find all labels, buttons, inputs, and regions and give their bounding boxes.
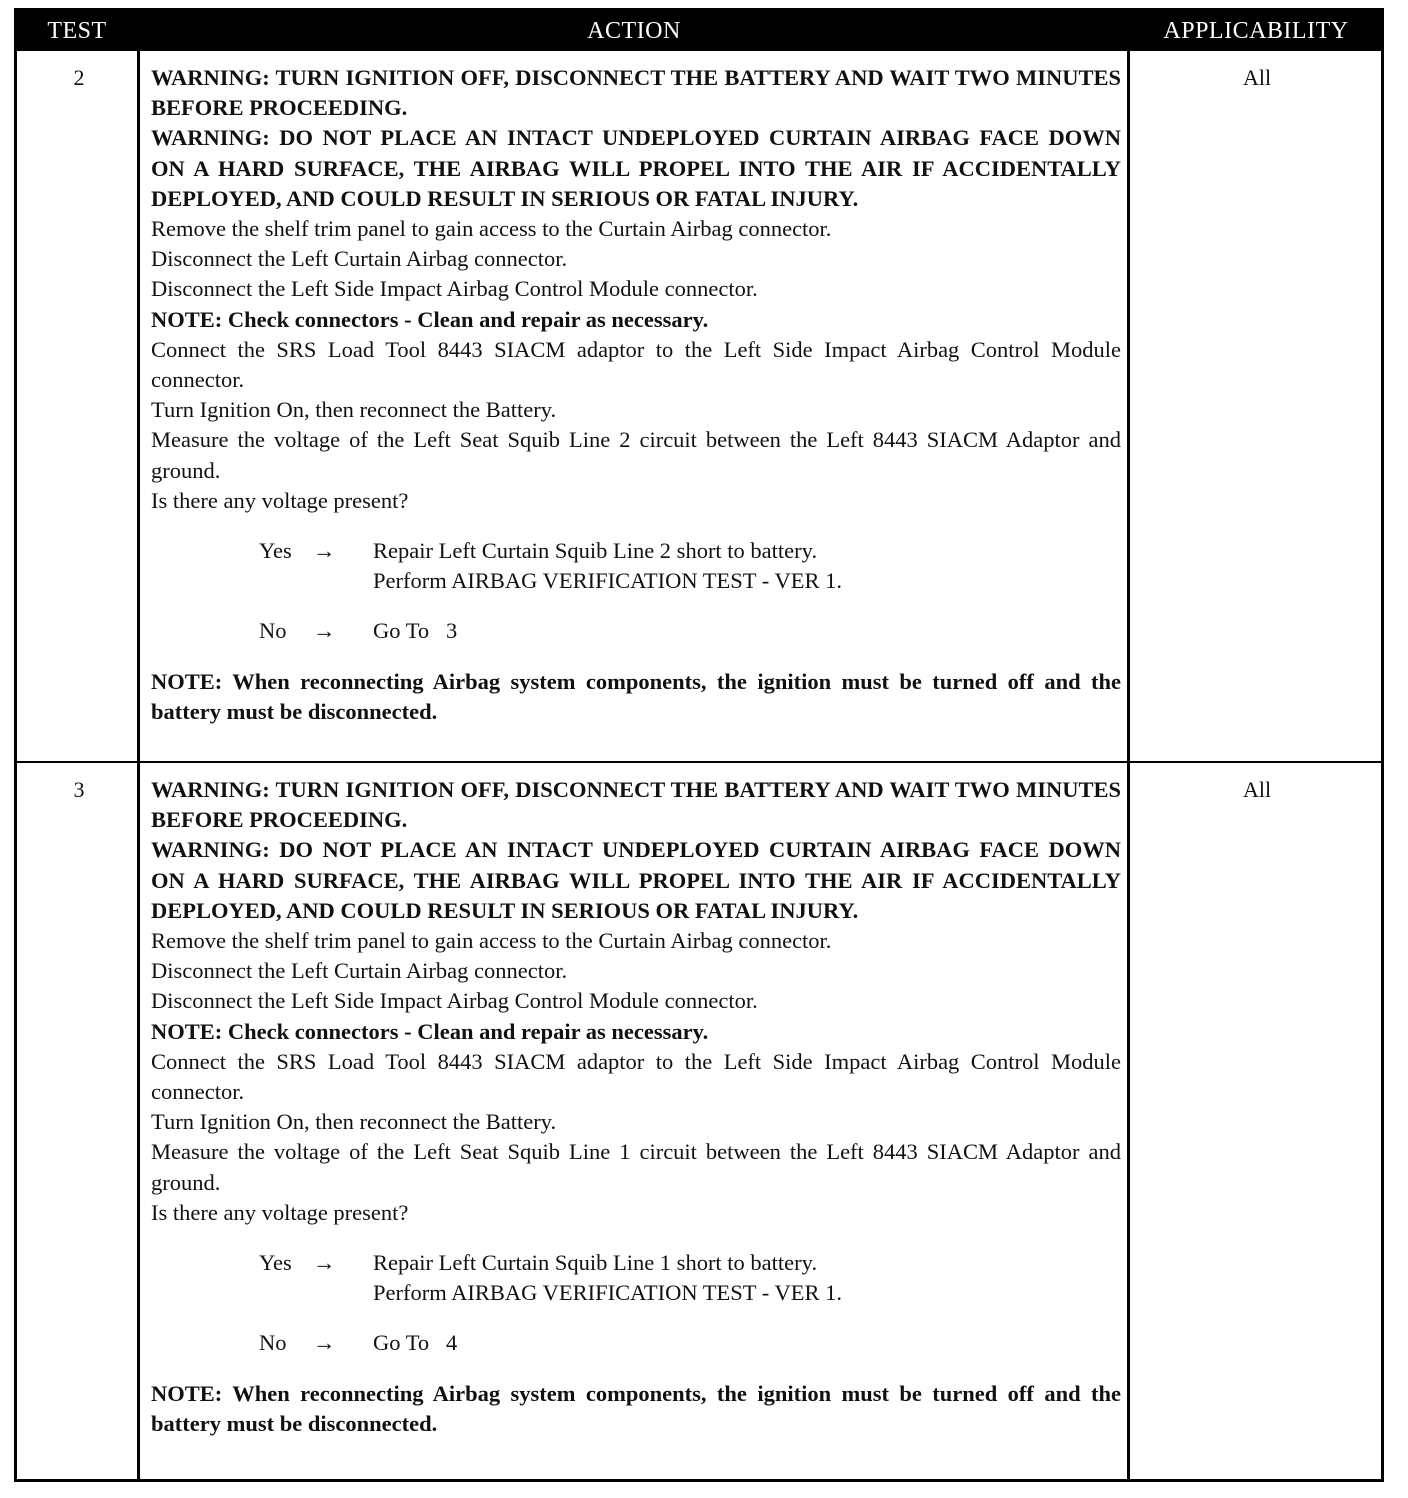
- step-disconnect-module: Disconnect the Left Side Impact Airbag Control Module connector.: [151, 988, 758, 1014]
- header-test: TEST: [47, 18, 107, 44]
- warning-airbag-placement: WARNING: DO NOT PLACE AN INTACT UNDEPLOYED CURTAIN AIRBAG FACE DOWN ON A HARD SURFACE, THE AIRBAG WILL PROPEL INTO THE AIR IF ACCIDENTALLY DEPLOYED, AND COULD RESULT IN SERIOUS OR FATAL INJURY.: [151, 837, 1121, 923]
- answer-no: [259, 616, 1121, 646]
- step-connect-load-tool: Connect the SRS Load Tool 8443 SIACM adaptor to the Left Side Impact Airbag Control Module connector.: [151, 1048, 1121, 1105]
- warning-airbag-placement: WARNING: DO NOT PLACE AN INTACT UNDEPLOYED CURTAIN AIRBAG FACE DOWN ON A HARD SURFACE, THE AIRBAG WILL PROPEL INTO THE AIR IF ACCIDENTALLY DEPLOYED, AND COULD RESULT IN SERIOUS OR FATAL INJURY.: [151, 125, 1121, 211]
- test-number: 2: [73, 65, 85, 90]
- action-cell: [151, 63, 1121, 727]
- answer-yes-label: Yes: [259, 538, 292, 564]
- answer-yes-verify: Perform AIRBAG VERIFICATION TEST - VER 1.: [373, 1280, 842, 1306]
- step-connect-load-tool: Connect the SRS Load Tool 8443 SIACM adaptor to the Left Side Impact Airbag Control Module connector.: [151, 336, 1121, 393]
- question: Is there any voltage present?: [151, 1199, 409, 1225]
- step-disconnect-curtain: Disconnect the Left Curtain Airbag connector.: [151, 958, 568, 984]
- answer-no: [259, 1328, 1121, 1358]
- warning-ignition: WARNING: TURN IGNITION OFF, DISCONNECT THE BATTERY AND WAIT TWO MINUTES BEFORE PROCEEDING.: [151, 65, 1121, 121]
- step-remove-trim: Remove the shelf trim panel to gain access to the Curtain Airbag connector.: [151, 928, 832, 954]
- question: Is there any voltage present?: [151, 487, 409, 513]
- note-check-connectors: NOTE: Check connectors - Clean and repair as necessary.: [151, 1018, 709, 1044]
- note-check-connectors: NOTE: Check connectors - Clean and repair as necessary.: [151, 306, 709, 332]
- answer-yes-repair: Repair Left Curtain Squib Line 1 short to battery.: [373, 1250, 818, 1276]
- answer-no-body: [373, 1328, 457, 1358]
- note-reconnecting: NOTE: When reconnecting Airbag system components, the ignition must be turned off and the battery must be disconnected.: [151, 1380, 1121, 1436]
- arrow-right-icon: →: [313, 1250, 336, 1276]
- answer-yes-body: [373, 1248, 842, 1308]
- answer-yes-body: [373, 536, 842, 596]
- table-row: [17, 51, 1381, 761]
- step-disconnect-module: Disconnect the Left Side Impact Airbag Control Module connector.: [151, 276, 758, 302]
- arrow-right-icon: →: [313, 1330, 336, 1356]
- diagnostic-table: [14, 8, 1384, 1482]
- answer-yes: [259, 536, 1121, 596]
- step-remove-trim: Remove the shelf trim panel to gain access to the Curtain Airbag connector.: [151, 216, 832, 242]
- goto-text: Go To: [373, 618, 430, 644]
- applicability: All: [1242, 777, 1272, 802]
- step-ignition-on: Turn Ignition On, then reconnect the Battery.: [151, 397, 557, 423]
- test-number: 3: [73, 777, 85, 802]
- answer-no-label: No: [259, 618, 287, 644]
- step-measure-voltage: Measure the voltage of the Left Seat Squib Line 2 circuit between the Left 8443 SIACM Adaptor and ground.: [151, 427, 1121, 483]
- arrow-right-icon: →: [313, 538, 336, 564]
- goto-text: Go To: [373, 1330, 430, 1356]
- warning-ignition: WARNING: TURN IGNITION OFF, DISCONNECT THE BATTERY AND WAIT TWO MINUTES BEFORE PROCEEDING.: [151, 777, 1121, 833]
- goto-target: 3: [446, 618, 458, 644]
- header-applicability: APPLICABILITY: [1163, 18, 1349, 44]
- note-reconnecting: NOTE: When reconnecting Airbag system components, the ignition must be turned off and the battery must be disconnected.: [151, 668, 1121, 724]
- step-measure-voltage: Measure the voltage of the Left Seat Squib Line 1 circuit between the Left 8443 SIACM Adaptor and ground.: [151, 1139, 1121, 1195]
- header-action: ACTION: [587, 18, 681, 44]
- goto-target: 4: [446, 1330, 458, 1356]
- table-row: [17, 763, 1381, 1479]
- applicability: All: [1242, 65, 1272, 90]
- answer-yes-repair: Repair Left Curtain Squib Line 2 short to battery.: [373, 538, 818, 564]
- step-ignition-on: Turn Ignition On, then reconnect the Battery.: [151, 1109, 557, 1135]
- answer-yes-verify: Perform AIRBAG VERIFICATION TEST - VER 1.: [373, 568, 842, 594]
- step-disconnect-curtain: Disconnect the Left Curtain Airbag connector.: [151, 246, 568, 272]
- answer-yes-label: Yes: [259, 1250, 292, 1276]
- arrow-right-icon: →: [313, 618, 336, 644]
- table-header: [17, 11, 1381, 51]
- answer-no-body: [373, 616, 457, 646]
- answer-yes: [259, 1248, 1121, 1308]
- action-cell: [151, 775, 1121, 1439]
- answer-no-label: No: [259, 1330, 287, 1356]
